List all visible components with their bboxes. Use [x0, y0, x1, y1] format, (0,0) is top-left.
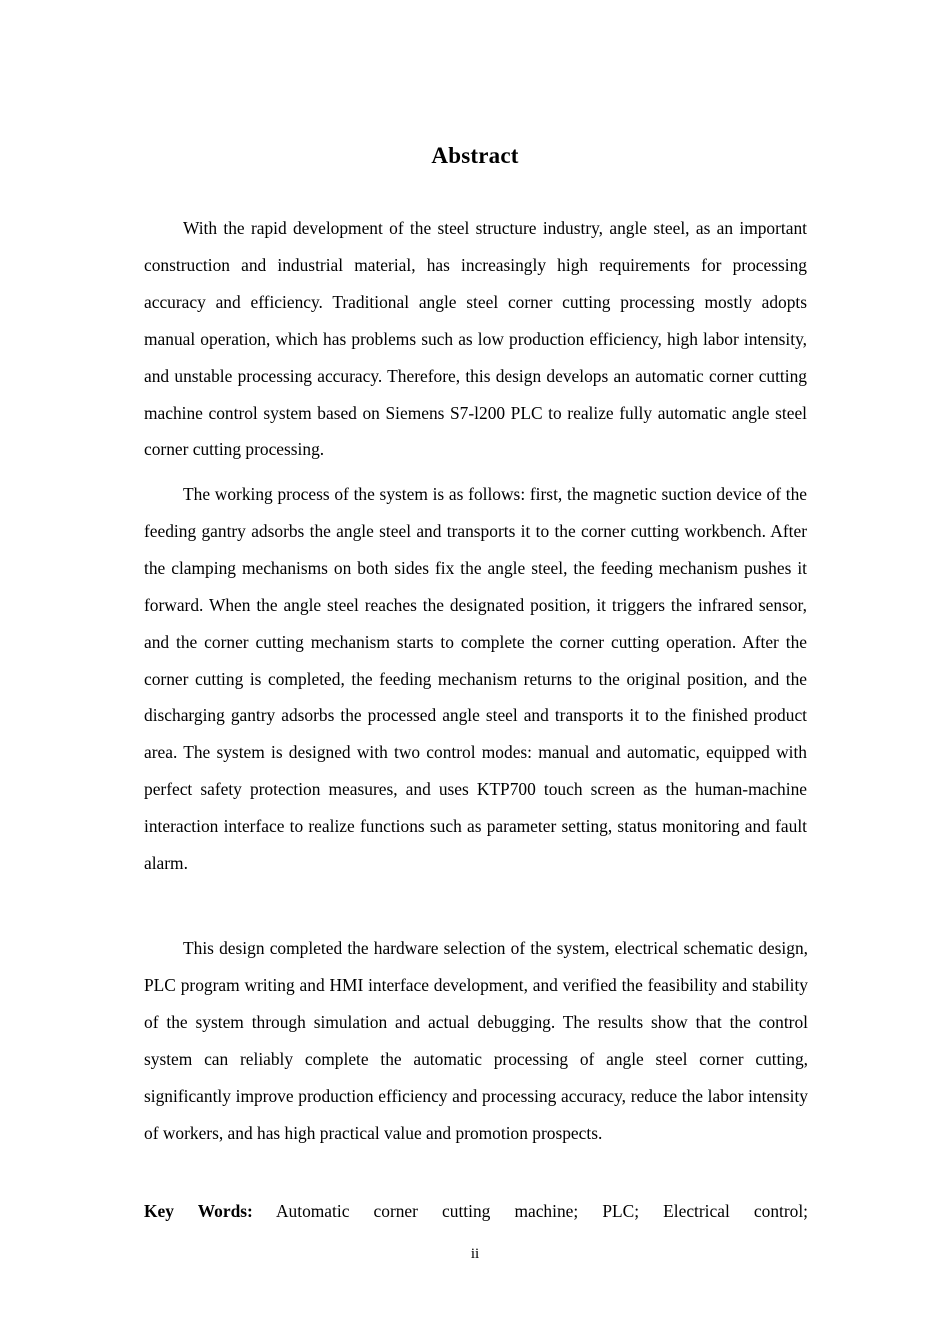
page-title: Abstract [431, 143, 519, 168]
abstract-paragraph-1: With the rapid development of the steel structure industry, angle steel, as an important construction and industrial material, has increasingly high requirements for processing accuracy and efficiency. Traditional angle steel corner cutting processing mostly adopts manual operation, which has problems such as low production efficiency, high labor intensity, and unstable processing accuracy. Therefore, this design develops an automatic corner cutting machine control system based on Siemens S7-l200 PLC to realize fully automatic angle steel corner cutting processing. [144, 218, 807, 460]
abstract-paragraph-2: The working process of the system is as follows: first, the magnetic suction device of the feeding gantry adsorbs the angle steel and transports it to the corner cutting workbench. After the clamping mechanisms on both sides fix the angle steel, the feeding mechanism pushes it forward. When the angle steel reaches the designated position, it triggers the infrared sensor, and the corner cutting mechanism starts to complete the corner cutting operation. After the corner cutting is completed, the feeding mechanism returns to the original position, and the discharging gantry adsorbs the processed angle steel and transports it to the finished product area. The system is designed with two control modes: manual and automatic, equipped with perfect safety protection measures, and uses KTP700 touch screen as the human-machine interaction interface to realize functions such as parameter setting, status monitoring and fault alarm. [144, 484, 807, 874]
page-number: ii [470, 1246, 480, 1262]
keywords-text: Automatic corner cutting machine; PLC; Electrical control; [276, 1201, 808, 1221]
keywords-line [144, 1193, 808, 1230]
keywords-label: Key Words: [144, 1201, 253, 1221]
abstract-paragraph-3: This design completed the hardware selection of the system, electrical schematic design, PLC program writing and HMI interface development, and verified the feasibility and stability of the system through simulation and actual debugging. The results show that the control system can reliably complete the automatic processing of angle steel corner cutting, significantly improve production efficiency and processing accuracy, reduce the labor intensity of workers, and has high practical value and promotion prospects. [144, 938, 808, 1143]
